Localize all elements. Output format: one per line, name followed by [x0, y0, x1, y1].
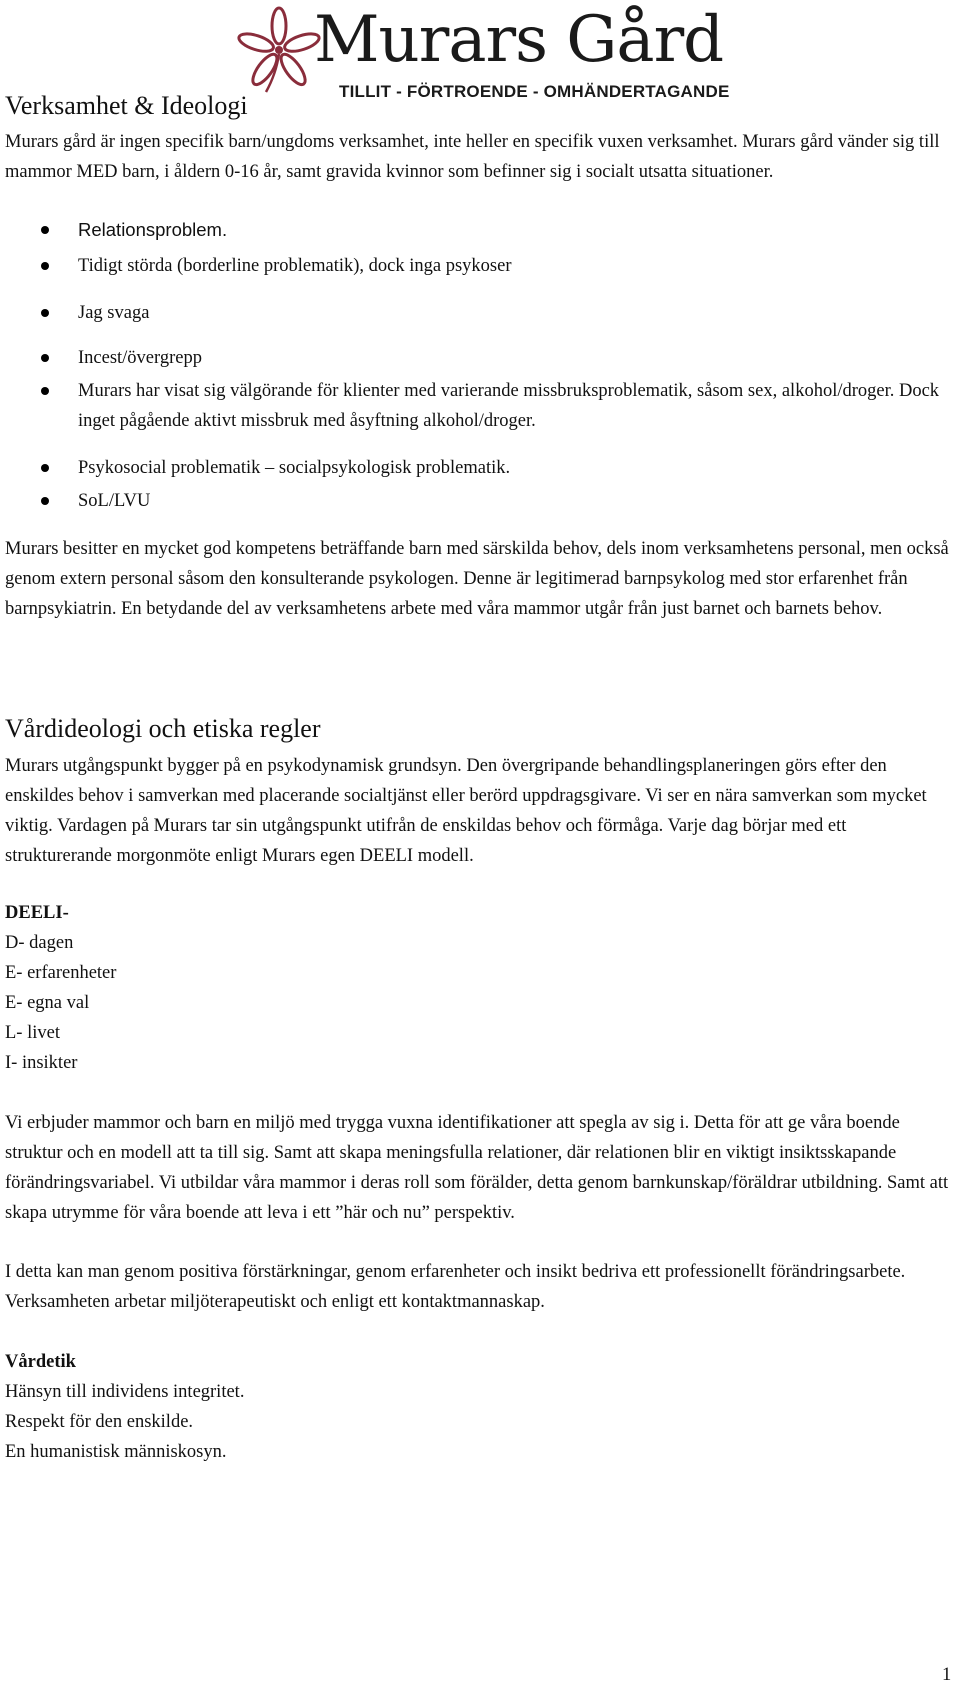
deeli-item: E- erfarenheter — [5, 963, 117, 983]
deeli-item: D- dagen — [5, 933, 74, 953]
bullet-dot — [41, 309, 49, 317]
ethics-title: Vårdetik — [5, 1352, 76, 1372]
deeli-item: L- livet — [5, 1023, 60, 1043]
bullet-item: Psykosocial problematik – socialpsykologisk problematik. — [78, 458, 511, 478]
logo-name: Murars Gård — [314, 3, 724, 77]
change-paragraph: I detta kan man genom positiva förstärkningar, genom erfarenheter och insikt bedriva ett professionellt förändringsarbete. Verksamheten arbetar miljöterapeutiskt och enligt ett kontaktmannaskap. — [5, 1262, 906, 1312]
deeli-item: E- egna val — [5, 993, 90, 1013]
competence-paragraph: Murars besitter en mycket god kompetens beträffande barn med särskilda behov, dels inom verksamhetens personal, men också genom extern personal såsom den konsulterande psykologen. Denne är legitimerad barnpsykolog med stor erfarenhet från barnpsykiatrin. En betydande del av verksamhetens arbete med våra mammor utgår från just barnet och barnets behov. — [5, 539, 949, 619]
bullet-item: SoL/LVU — [78, 491, 151, 511]
bullet-dot — [41, 354, 49, 362]
ideology-paragraph: Murars utgångspunkt bygger på en psykodynamisk grundsyn. Den övergripande behandlingsplaneringen görs efter den enskildes behov i samverkan med placerande socialtjänst eller berörd uppdragsgivare. Vi ser en nära samverkan som mycket viktig. Vardagen på Murars tar sin utgångspunkt utifrån de enskildas behov och förmåga. Varje dag börjar med ett strukturerande morgonmöte enligt Murars egen DEELI modell. — [5, 756, 927, 866]
bullet-item: Jag svaga — [78, 303, 150, 323]
deeli-title: DEELI- — [5, 903, 69, 923]
bullet-dot — [41, 226, 49, 234]
bullet-dot — [41, 387, 49, 395]
page-number: 1 — [942, 1665, 952, 1685]
logo — [236, 2, 730, 102]
ethics-item: Hänsyn till individens integritet. — [5, 1382, 245, 1402]
deeli-item: I- insikter — [5, 1053, 78, 1073]
bullet-item: Incest/övergrepp — [78, 348, 202, 368]
flower-icon — [236, 4, 322, 96]
section-title-vardideologi: Vårdideologi och etiska regler — [5, 714, 321, 743]
bullet-item: Tidigt störda (borderline problematik), dock inga psykoser — [78, 256, 512, 276]
bullet-item: Murars har visat sig välgörande för klienter med varierande missbruksproblematik, såsom sex, alkohol/droger. Dock inget pågående aktivt missbruk med åsyftning alkohol/droger. — [78, 381, 940, 431]
section-title-verksamhet: Verksamhet & Ideologi — [5, 91, 248, 120]
bullet-dot — [41, 497, 49, 505]
ethics-item: Respekt för den enskilde. — [5, 1412, 194, 1432]
intro-paragraph: Murars gård är ingen specifik barn/ungdoms verksamhet, inte heller en specifik vuxen verksamhet. Murars gård vänder sig till mammor MED barn, i åldern 0-16 år, samt gravida kvinnor som befinner sig i socialt utsatta situationer. — [5, 132, 940, 182]
bullet-dot — [41, 464, 49, 472]
ethics-item: En humanistisk människosyn. — [5, 1442, 227, 1462]
bullet-dot — [41, 262, 49, 270]
bullet-item: Relationsproblem. — [78, 219, 228, 240]
environment-paragraph: Vi erbjuder mammor och barn en miljö med trygga vuxna identifikationer att spegla av sig i. Detta för att ge våra boende struktur och en modell att ta till sig. Samt att skapa meningsfulla relationer, där relationen blir en viktigt insiktsskapande förändringsvariabel. Vi utbildar våra mammor i deras roll som förälder, detta genom barnkunskap/föräldrar utbildning. Samt att skapa utrymme för våra boende att leva i ett ”här och nu” perspektiv. — [5, 1113, 949, 1223]
logo-tagline: TILLIT - FÖRTROENDE - OMHÄNDERTAGANDE — [339, 82, 730, 101]
